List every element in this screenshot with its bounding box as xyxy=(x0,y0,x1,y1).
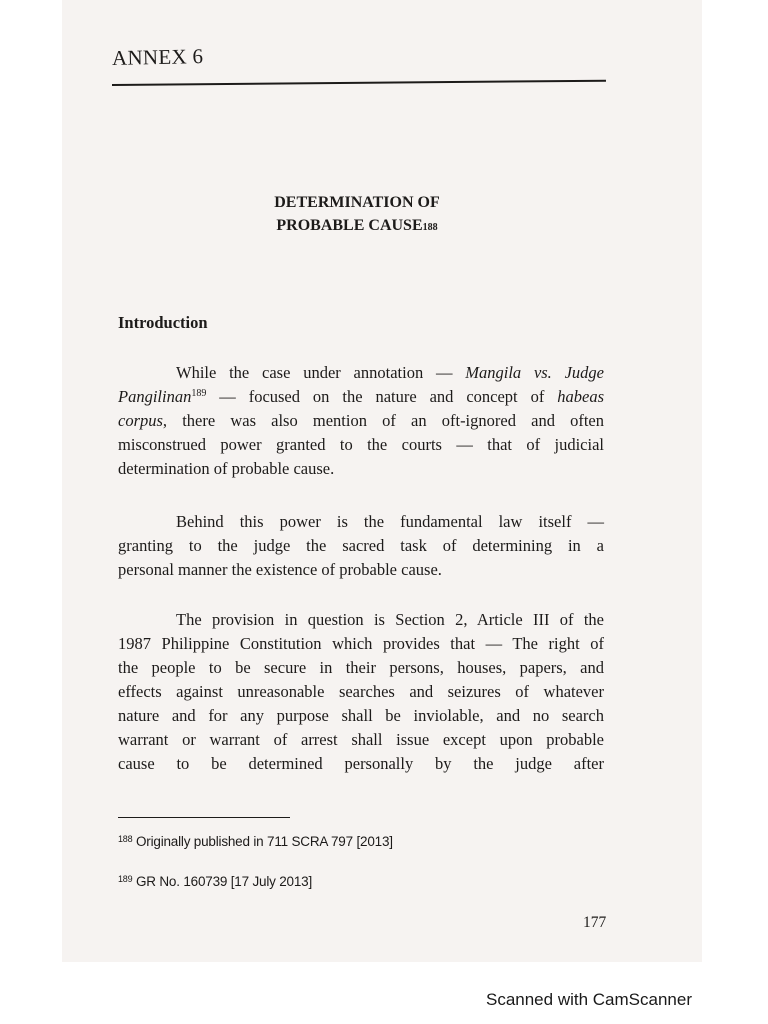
document-title xyxy=(212,191,502,239)
paragraph-line xyxy=(118,385,604,409)
footnote-number: 188 xyxy=(118,834,133,844)
paragraph-3 xyxy=(118,608,604,776)
case-name-italic: Pangilinan xyxy=(118,387,192,406)
title-line-2-text: PROBABLE CAUSE xyxy=(276,217,423,234)
footnote-188 xyxy=(118,834,393,849)
paragraph-line: granting to the judge the sacred task of determining in a xyxy=(118,536,604,555)
paragraph-line: cause to be determined personally by the judge after xyxy=(118,754,604,773)
footnote-number: 189 xyxy=(118,874,133,884)
annex-heading: ANNEX 6 xyxy=(111,44,204,70)
text-run: While the case under annotation — xyxy=(176,363,466,382)
title-line-2 xyxy=(212,214,502,239)
page-number: 177 xyxy=(583,914,607,931)
scanner-watermark: Scanned with CamScanner xyxy=(485,990,692,1009)
text-run: , there was also mention of an oft-ignored and often xyxy=(162,411,604,430)
paragraph-line: misconstrued power granted to the courts — that of judicial xyxy=(118,435,604,454)
case-name-italic: Mangila vs. Judge xyxy=(465,363,604,382)
footnote-189 xyxy=(118,874,312,889)
text-run: — focused on the nature and concept of xyxy=(206,387,558,406)
title-footnote-ref: 188 xyxy=(422,222,438,233)
paragraph-2 xyxy=(118,510,604,582)
paragraph-line: effects against unreasonable searches and seizures of whatever xyxy=(118,682,604,701)
paragraph-line: personal manner the existence of probable cause. xyxy=(118,560,442,579)
paragraph-line: Behind this power is the fundamental law itself — xyxy=(176,512,604,531)
paragraph-line: determination of probable cause. xyxy=(118,459,335,478)
latin-term-italic: corpus xyxy=(118,411,163,430)
title-line-1: DETERMINATION OF xyxy=(274,194,440,211)
paragraph-line xyxy=(118,361,604,385)
paragraph-1 xyxy=(118,361,604,481)
section-heading: Introduction xyxy=(118,313,208,332)
paragraph-line: the people to be secure in their persons, houses, papers, and xyxy=(118,658,604,677)
latin-term-italic: habeas xyxy=(557,387,604,406)
paragraph-line: warrant or warrant of arrest shall issue except upon probable xyxy=(118,730,604,749)
footnote-separator xyxy=(118,817,290,818)
paragraph-line xyxy=(118,409,604,433)
paragraph-line: nature and for any purpose shall be inviolable, and no search xyxy=(118,706,604,725)
paragraph-line: The provision in question is Section 2, Article III of the xyxy=(176,610,604,629)
footnote-text: Originally published in 711 SCRA 797 [2013] xyxy=(135,834,393,849)
paragraph-line: 1987 Philippine Constitution which provides that — The right of xyxy=(118,634,604,653)
footnote-text: GR No. 160739 [17 July 2013] xyxy=(135,874,313,889)
footnote-ref: 189 xyxy=(191,388,207,399)
